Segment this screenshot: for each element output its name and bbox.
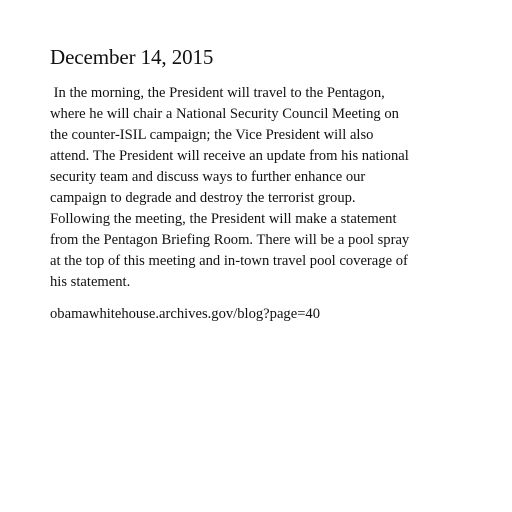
entry-date-heading: December 14, 2015 [50, 45, 214, 69]
entry-body-text: In the morning, the President will travel to the Pentagon, where he will chair a National Security Council Meeting on the counter-ISIL campaign; the Vice President will also attend. The President will receive an update from his national security team and discuss ways to further enhance our campaign to degrade and destroy the terrorist group. Following the meeting, the President will make a statement from the Pentagon Briefing Room. There will be a pool spray at the top of this meeting and in-town travel pool coverage of his statement. [50, 85, 410, 290]
source-link[interactable]: obamawhitehouse.archives.gov/blog?page=40 [50, 306, 321, 322]
blog-entry [50, 43, 470, 325]
